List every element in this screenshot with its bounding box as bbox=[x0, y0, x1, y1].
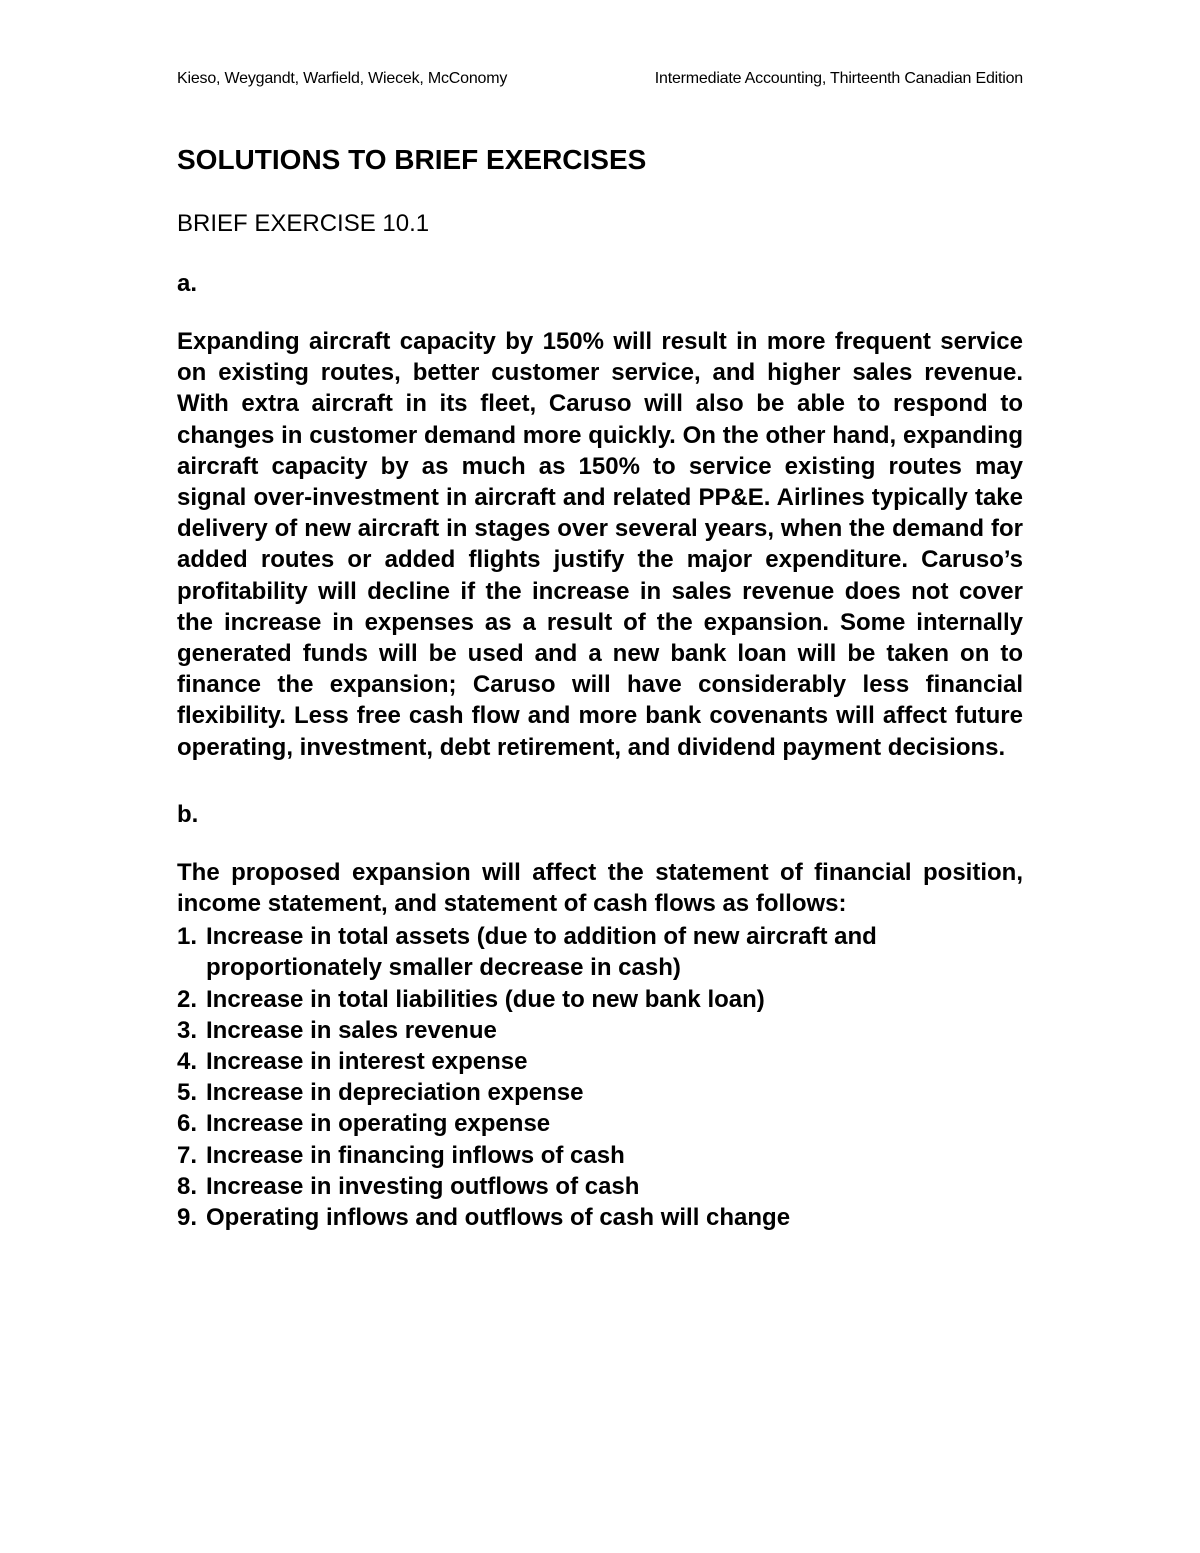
list-item bbox=[177, 921, 1023, 983]
list-item bbox=[177, 984, 1023, 1015]
list-item bbox=[177, 1108, 1023, 1139]
list-item-text: Increase in sales revenue bbox=[206, 1016, 497, 1044]
list-item bbox=[177, 1077, 1023, 1108]
main-content bbox=[177, 140, 1023, 1233]
list-item-number: 7. bbox=[177, 1141, 198, 1169]
running-header bbox=[177, 70, 1023, 92]
list-item bbox=[177, 1202, 1023, 1233]
part-a-label: a. bbox=[177, 270, 198, 297]
list-item-text: Increase in financing inflows of cash bbox=[206, 1141, 625, 1169]
list-item-number: 9. bbox=[177, 1204, 198, 1232]
list-item-text: Operating inflows and outflows of cash will change bbox=[206, 1204, 791, 1232]
list-item-text: Increase in total assets (due to addition of new aircraft and proportionately smaller decrease in cash) bbox=[206, 923, 877, 982]
list-item-text: Increase in interest expense bbox=[206, 1048, 528, 1076]
list-item-number: 3. bbox=[177, 1016, 198, 1044]
list-item-number: 5. bbox=[177, 1079, 198, 1107]
list-item-number: 6. bbox=[177, 1110, 198, 1138]
list-item-number: 4. bbox=[177, 1048, 198, 1076]
list-item-text: Increase in operating expense bbox=[206, 1110, 551, 1138]
header-authors: Kieso, Weygandt, Warfield, Wiecek, McConomy bbox=[177, 70, 508, 87]
list-item-number: 2. bbox=[177, 985, 198, 1013]
list-item-number: 1. bbox=[177, 923, 198, 951]
effects-list bbox=[177, 921, 1023, 1233]
part-b-label: b. bbox=[177, 800, 199, 828]
list-item bbox=[177, 1140, 1023, 1171]
part-a-paragraph: Expanding aircraft capacity by 150% will result in more frequent service on existing routes, better customer service, and higher sales revenue. With extra aircraft in its fleet, Caruso will also be able to respond to changes in customer demand more quickly. On the other hand, expanding aircraft capacity by as much as 150% to service existing routes may signal over-investment in aircraft and related PP&E. Airlines typically take delivery of new aircraft in stages over several years, when the demand for added routes or added flights justify the major expenditure. Caruso’s profitability will decline if the increase in sales revenue does not cover the increase in expenses as a result of the expansion. Some internally generated funds will be used and a new bank loan will be taken on to finance the expansion; Caruso will have considerably less financial flexibility. Less free cash flow and more bank covenants will affect future operating, investment, debt retirement, and dividend payment decisions. bbox=[177, 328, 1023, 761]
part-b-intro: The proposed expansion will affect the statement of financial position, income statement, and statement of cash flows as follows: bbox=[177, 858, 1023, 918]
header-book-title: Intermediate Accounting, Thirteenth Canadian Edition bbox=[654, 70, 1023, 87]
list-item bbox=[177, 1046, 1023, 1077]
list-item-number: 8. bbox=[177, 1172, 198, 1200]
list-item bbox=[177, 1171, 1023, 1202]
list-item-text: Increase in depreciation expense bbox=[206, 1079, 584, 1107]
list-item-text: Increase in total liabilities (due to new bank loan) bbox=[206, 985, 765, 1013]
list-item bbox=[177, 1015, 1023, 1046]
exercise-heading: BRIEF EXERCISE 10.1 bbox=[177, 210, 430, 237]
page-title: SOLUTIONS TO BRIEF EXERCISES bbox=[177, 144, 647, 175]
list-item-text: Increase in investing outflows of cash bbox=[206, 1172, 640, 1200]
